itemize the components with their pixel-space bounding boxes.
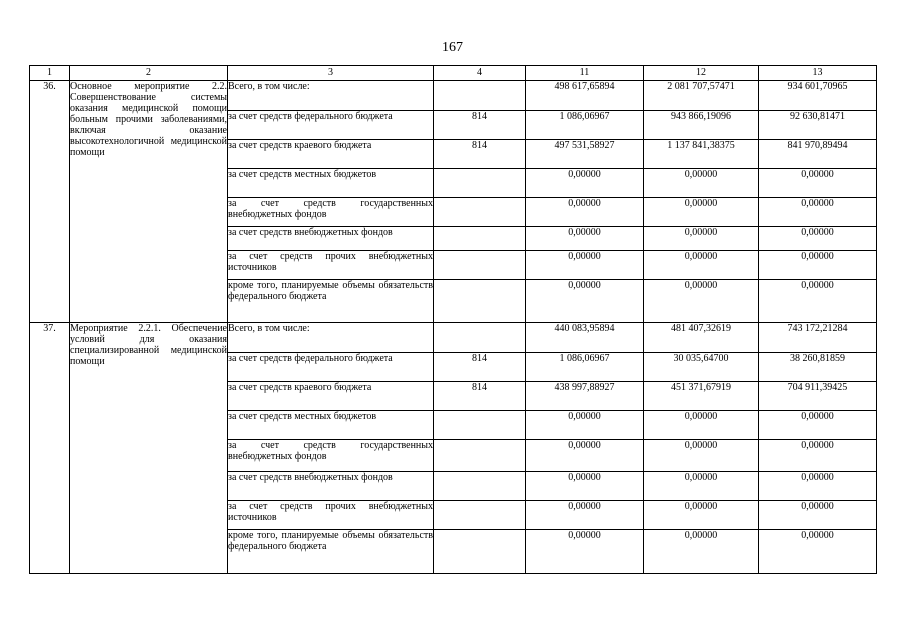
budget-code bbox=[434, 198, 526, 227]
table-row bbox=[30, 323, 877, 353]
budget-code: 814 bbox=[434, 353, 526, 382]
value-col-12: 0,00000 bbox=[644, 472, 759, 501]
value-col-11: 0,00000 bbox=[526, 472, 644, 501]
header-col-3: 3 bbox=[228, 66, 434, 81]
value-col-13: 92 630,81471 bbox=[759, 111, 877, 140]
value-col-11: 0,00000 bbox=[526, 169, 644, 198]
value-col-12: 481 407,32619 bbox=[644, 323, 759, 353]
value-col-12: 2 081 707,57471 bbox=[644, 81, 759, 111]
funding-source: за счет средств внебюджетных фондов bbox=[228, 472, 434, 501]
item-name: Основное мероприятие 2.2. Совершенствование системы оказания медицинской помощи больным прочими заболеваниями, включая оказание высокотехнологичной медицинской помощи bbox=[70, 81, 228, 323]
value-col-12: 0,00000 bbox=[644, 411, 759, 440]
value-col-13: 0,00000 bbox=[759, 501, 877, 530]
funding-source: за счет средств прочих внебюджетных источников bbox=[228, 501, 434, 530]
funding-source: за счет средств федерального бюджета bbox=[228, 111, 434, 140]
budget-code bbox=[434, 227, 526, 251]
funding-source: за счет средств государственных внебюджетных фондов bbox=[228, 198, 434, 227]
header-col-13: 13 bbox=[759, 66, 877, 81]
value-col-13: 0,00000 bbox=[759, 198, 877, 227]
value-col-11: 0,00000 bbox=[526, 280, 644, 323]
value-col-11: 438 997,88927 bbox=[526, 382, 644, 411]
funding-source: Всего, в том числе: bbox=[228, 323, 434, 353]
header-row bbox=[30, 66, 877, 81]
table-row bbox=[30, 81, 877, 111]
value-col-13: 0,00000 bbox=[759, 251, 877, 280]
value-col-13: 0,00000 bbox=[759, 411, 877, 440]
funding-source: за счет средств краевого бюджета bbox=[228, 382, 434, 411]
value-col-11: 497 531,58927 bbox=[526, 140, 644, 169]
value-col-13: 0,00000 bbox=[759, 440, 877, 472]
budget-code bbox=[434, 81, 526, 111]
value-col-11: 440 083,95894 bbox=[526, 323, 644, 353]
value-col-11: 1 086,06967 bbox=[526, 111, 644, 140]
funding-source: кроме того, планируемые объемы обязательств федерального бюджета bbox=[228, 280, 434, 323]
budget-code bbox=[434, 501, 526, 530]
value-col-12: 0,00000 bbox=[644, 251, 759, 280]
value-col-13: 38 260,81859 bbox=[759, 353, 877, 382]
value-col-11: 0,00000 bbox=[526, 501, 644, 530]
budget-code bbox=[434, 169, 526, 198]
funding-source: Всего, в том числе: bbox=[228, 81, 434, 111]
header-col-11: 11 bbox=[526, 66, 644, 81]
item-number: 36. bbox=[30, 81, 70, 323]
budget-code bbox=[434, 251, 526, 280]
value-col-12: 0,00000 bbox=[644, 440, 759, 472]
value-col-12: 0,00000 bbox=[644, 530, 759, 574]
value-col-13: 743 172,21284 bbox=[759, 323, 877, 353]
budget-code: 814 bbox=[434, 111, 526, 140]
value-col-13: 0,00000 bbox=[759, 169, 877, 198]
value-col-13: 0,00000 bbox=[759, 280, 877, 323]
value-col-11: 0,00000 bbox=[526, 440, 644, 472]
value-col-13: 841 970,89494 bbox=[759, 140, 877, 169]
page-number: 167 bbox=[442, 40, 463, 55]
header-col-1: 1 bbox=[30, 66, 70, 81]
value-col-12: 451 371,67919 bbox=[644, 382, 759, 411]
funding-source: за счет средств местных бюджетов bbox=[228, 169, 434, 198]
funding-source: за счет средств федерального бюджета bbox=[228, 353, 434, 382]
value-col-12: 0,00000 bbox=[644, 280, 759, 323]
value-col-12: 0,00000 bbox=[644, 198, 759, 227]
value-col-12: 943 866,19096 bbox=[644, 111, 759, 140]
funding-source: за счет средств местных бюджетов bbox=[228, 411, 434, 440]
header-col-12: 12 bbox=[644, 66, 759, 81]
value-col-12: 0,00000 bbox=[644, 169, 759, 198]
header-col-2: 2 bbox=[70, 66, 228, 81]
value-col-11: 0,00000 bbox=[526, 198, 644, 227]
funding-source: за счет средств государственных внебюджетных фондов bbox=[228, 440, 434, 472]
value-col-13: 0,00000 bbox=[759, 227, 877, 251]
item-number: 37. bbox=[30, 323, 70, 574]
value-col-13: 934 601,70965 bbox=[759, 81, 877, 111]
value-col-12: 0,00000 bbox=[644, 501, 759, 530]
budget-code: 814 bbox=[434, 382, 526, 411]
budget-code: 814 bbox=[434, 140, 526, 169]
value-col-11: 0,00000 bbox=[526, 227, 644, 251]
value-col-12: 1 137 841,38375 bbox=[644, 140, 759, 169]
value-col-11: 0,00000 bbox=[526, 530, 644, 574]
value-col-12: 0,00000 bbox=[644, 227, 759, 251]
value-col-11: 1 086,06967 bbox=[526, 353, 644, 382]
value-col-11: 498 617,65894 bbox=[526, 81, 644, 111]
budget-code bbox=[434, 323, 526, 353]
budget-table bbox=[29, 65, 877, 574]
value-col-12: 30 035,64700 bbox=[644, 353, 759, 382]
value-col-13: 0,00000 bbox=[759, 530, 877, 574]
budget-code bbox=[434, 411, 526, 440]
value-col-13: 704 911,39425 bbox=[759, 382, 877, 411]
value-col-11: 0,00000 bbox=[526, 251, 644, 280]
value-col-11: 0,00000 bbox=[526, 411, 644, 440]
funding-source: за счет средств краевого бюджета bbox=[228, 140, 434, 169]
item-name: Мероприятие 2.2.1. Обеспечение условий для оказания специализированной медицинской помощи bbox=[70, 323, 228, 574]
budget-code bbox=[434, 530, 526, 574]
budget-code bbox=[434, 472, 526, 501]
budget-code bbox=[434, 440, 526, 472]
funding-source: за счет средств внебюджетных фондов bbox=[228, 227, 434, 251]
funding-source: кроме того, планируемые объемы обязательств федерального бюджета bbox=[228, 530, 434, 574]
funding-source: за счет средств прочих внебюджетных источников bbox=[228, 251, 434, 280]
budget-code bbox=[434, 280, 526, 323]
header-col-4: 4 bbox=[434, 66, 526, 81]
value-col-13: 0,00000 bbox=[759, 472, 877, 501]
